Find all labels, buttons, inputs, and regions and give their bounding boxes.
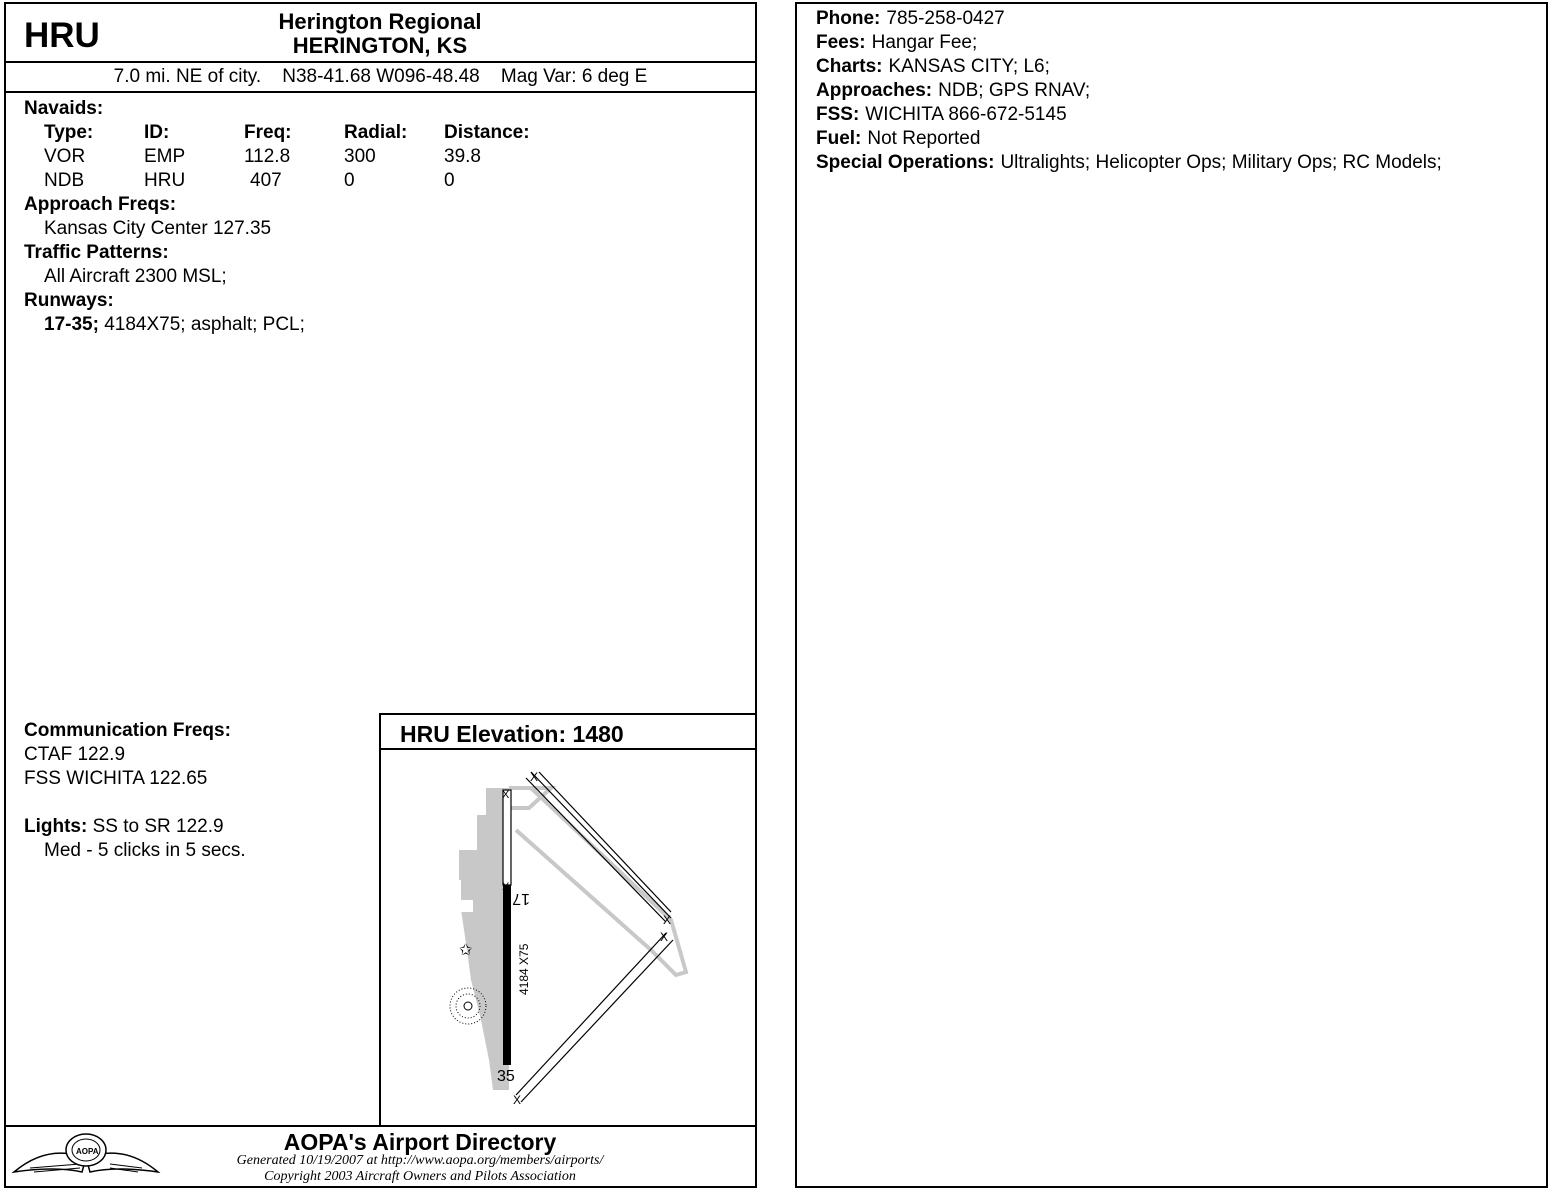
fss-value: WICHITA 866-672-5145	[865, 104, 1067, 125]
phone-label: Phone:	[816, 8, 881, 29]
navaid-freq: 407	[250, 170, 282, 191]
location-line: 7.0 mi. NE of city. N38-41.68 W096-48.48 Mag Var: 6 deg E	[113, 66, 648, 87]
navaids-col-id: ID:	[144, 122, 170, 143]
lights-label: Lights:	[24, 816, 88, 837]
navaids-col-distance: Distance:	[444, 122, 530, 143]
runway-bottom-label: 35	[497, 1068, 515, 1085]
fss-label: FSS:	[816, 104, 860, 125]
wind-cone-icon	[464, 1002, 472, 1010]
apron-notch	[461, 900, 473, 912]
fuel-value: Not Reported	[867, 128, 981, 149]
runway-desc: 4184X75; asphalt; PCL;	[104, 314, 305, 335]
lights-line	[24, 815, 224, 839]
comm-freq-item: FSS WICHITA 122.65	[24, 768, 208, 789]
fees-row	[816, 31, 1442, 55]
runway-end-marker: X	[663, 913, 672, 927]
runway-top-label: 17	[512, 890, 530, 907]
special-ops-label: Special Operations:	[816, 152, 995, 173]
header-divider	[4, 61, 757, 63]
runway-17-35	[503, 885, 511, 1065]
apron-area	[459, 788, 509, 1090]
fuel-label: Fuel:	[816, 128, 862, 149]
phone-value: 785-258-0427	[886, 8, 1005, 29]
navaid-type: VOR	[44, 146, 86, 167]
navaid-id: HRU	[144, 170, 186, 191]
approaches-label: Approaches:	[816, 80, 933, 101]
navaid-radial: 300	[344, 146, 376, 167]
traffic-patterns-heading: Traffic Patterns:	[24, 242, 169, 263]
navaids-col-freq: Freq:	[244, 122, 292, 143]
runway-extension	[503, 790, 511, 885]
fees-label: Fees:	[816, 32, 866, 53]
beacon-icon: ✩	[459, 940, 473, 959]
runway-end-marker: X	[502, 789, 510, 801]
phone-row	[816, 7, 1442, 31]
charts-value: KANSAS CITY; L6;	[888, 56, 1050, 77]
navaids-heading: Navaids:	[24, 98, 104, 119]
location-divider	[4, 91, 757, 93]
runway-end-marker: X	[502, 881, 510, 893]
navaid-distance: 39.8	[444, 146, 481, 167]
taxiway-outline	[516, 788, 686, 975]
communication-heading: Communication Freqs:	[24, 720, 231, 741]
fees-value: Hangar Fee;	[871, 32, 978, 53]
runway-end-marker: X	[513, 1093, 522, 1107]
navaid-freq: 112.8	[244, 146, 291, 167]
navaid-distance: 0	[444, 170, 455, 191]
footer-divider	[4, 1125, 757, 1127]
navaids-col-type: Type:	[44, 122, 94, 143]
approaches-value: NDB; GPS RNAV;	[938, 80, 1091, 101]
airport-diagram	[381, 750, 755, 1125]
apron-notch	[459, 850, 473, 880]
right-panel-content	[816, 7, 1442, 175]
logo-text: AOPA	[76, 1147, 99, 1156]
footer-generated: Generated 10/19/2007 at http://www.aopa.org/members/airports/	[236, 1153, 604, 1168]
charts-label: Charts:	[816, 56, 883, 77]
approach-freq-item: Kansas City Center 127.35	[44, 218, 272, 239]
traffic-pattern-item: All Aircraft 2300 MSL;	[44, 266, 227, 287]
runway-dims-label: 4184 X75	[517, 943, 531, 995]
runway-item	[44, 313, 305, 337]
right-panel	[795, 2, 1548, 1188]
lights-detail: Med - 5 clicks in 5 secs.	[44, 840, 246, 861]
navaid-type: NDB	[44, 170, 85, 191]
comm-freq-item: CTAF 122.9	[24, 744, 126, 765]
diagram-title: HRU Elevation: 1480	[400, 721, 624, 747]
navaids-col-radial: Radial:	[344, 122, 408, 143]
footer-title: AOPA's Airport Directory	[283, 1129, 557, 1155]
aopa-logo	[10, 1128, 162, 1184]
diagonal-runway-2	[516, 933, 673, 1102]
approach-freqs-heading: Approach Freqs:	[24, 194, 177, 215]
runways-heading: Runways:	[24, 290, 114, 311]
charts-row	[816, 55, 1442, 79]
runway-id: 17-35;	[44, 314, 99, 335]
airport-name: Herington Regional	[278, 9, 482, 34]
special-ops-value: Ultralights; Helicopter Ops; Military Ops; RC Models;	[1000, 152, 1442, 173]
navaid-radial: 0	[344, 170, 355, 191]
navaid-id: EMP	[144, 146, 186, 167]
special-ops-row	[816, 151, 1442, 175]
runway-end-marker: X	[660, 930, 669, 944]
airport-ident: HRU	[24, 16, 100, 55]
airport-city: HERINGTON, KS	[292, 33, 468, 58]
approaches-row	[816, 79, 1442, 103]
fss-row	[816, 103, 1442, 127]
footer-copyright: Copyright 2003 Aircraft Owners and Pilots Association	[264, 1169, 576, 1184]
runway-end-marker: X	[530, 770, 539, 784]
fuel-row	[816, 127, 1442, 151]
lights-value: SS to SR 122.9	[92, 816, 224, 837]
